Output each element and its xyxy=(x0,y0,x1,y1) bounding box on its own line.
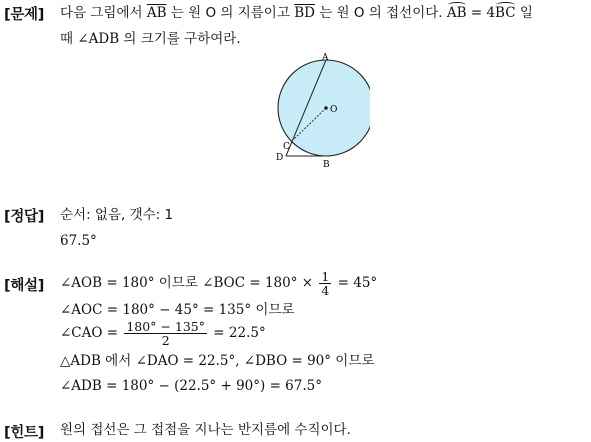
arc-bc: BC xyxy=(495,5,516,21)
math: ∠AOB = 180° xyxy=(60,275,155,291)
problem-text: 다음 그림에서 xyxy=(60,5,147,21)
hint-text: 원의 접선은 그 접점을 지나는 반지름에 수직이다. xyxy=(60,422,351,438)
math: △ADB xyxy=(60,353,101,369)
label-d: D xyxy=(276,153,284,163)
fraction-cao xyxy=(124,320,207,347)
explanation-text: 에서 xyxy=(100,353,136,369)
problem-line-2 xyxy=(60,30,241,48)
explanation-text: 이므로 xyxy=(331,353,375,369)
label-a: A xyxy=(322,53,329,63)
explanation-line-4 xyxy=(60,352,374,370)
math: ∠DAO = 22.5°, ∠DBO = 90° xyxy=(135,353,331,369)
arc-ab: AB xyxy=(446,5,467,21)
explanation-text: 이므로 xyxy=(154,275,203,291)
math: = 22.5° xyxy=(213,325,266,341)
problem-text: 는 원 O 의 접선이다. xyxy=(314,5,447,21)
problem-text: 의 크기를 구하여라. xyxy=(119,31,241,47)
segment-bd: $\overline{BD}$ xyxy=(294,5,315,21)
answer-line-1: 순서: 없음, 갯수: 1 xyxy=(60,207,174,223)
label-c: C xyxy=(283,142,290,152)
math: ∠CAO = xyxy=(60,325,119,341)
numerator: 180° − 135° xyxy=(126,319,205,334)
label-o: O xyxy=(330,105,338,115)
denominator: 4 xyxy=(321,283,330,298)
math: ∠BOC = 180° × xyxy=(202,275,314,291)
angle-adb: 때 ∠ADB xyxy=(60,31,120,47)
center-dot xyxy=(324,106,328,110)
equals-four: = 4 xyxy=(466,5,496,21)
answer-value: 67.5° xyxy=(60,233,97,249)
answer-tag: [정답] xyxy=(4,209,45,225)
explanation-line-3 xyxy=(60,316,266,350)
explanation-tag: [해설] xyxy=(4,278,45,294)
label-b: B xyxy=(323,160,330,170)
numerator: 1 xyxy=(321,269,330,284)
fraction-one-quarter xyxy=(319,270,331,297)
segment-ab: $\overline{AB}$ xyxy=(146,5,167,21)
explanation-text: 이므로 xyxy=(251,302,295,318)
math: ∠AOC = 180° − 45° = 135° xyxy=(60,302,252,318)
problem-text: 는 원 O 의 지름이고 xyxy=(166,5,295,21)
hint-tag: [힌트] xyxy=(4,425,45,441)
circle-figure xyxy=(270,48,370,172)
problem-text: 일 xyxy=(515,5,533,21)
math: = 45° xyxy=(337,275,378,291)
explanation-line-5: ∠ADB = 180° − (22.5° + 90°) = 67.5° xyxy=(60,378,322,394)
explanation-line-1 xyxy=(60,266,377,300)
denominator: 2 xyxy=(161,333,170,348)
problem-tag: [문제] xyxy=(4,7,45,23)
problem-line-1 xyxy=(60,4,533,22)
